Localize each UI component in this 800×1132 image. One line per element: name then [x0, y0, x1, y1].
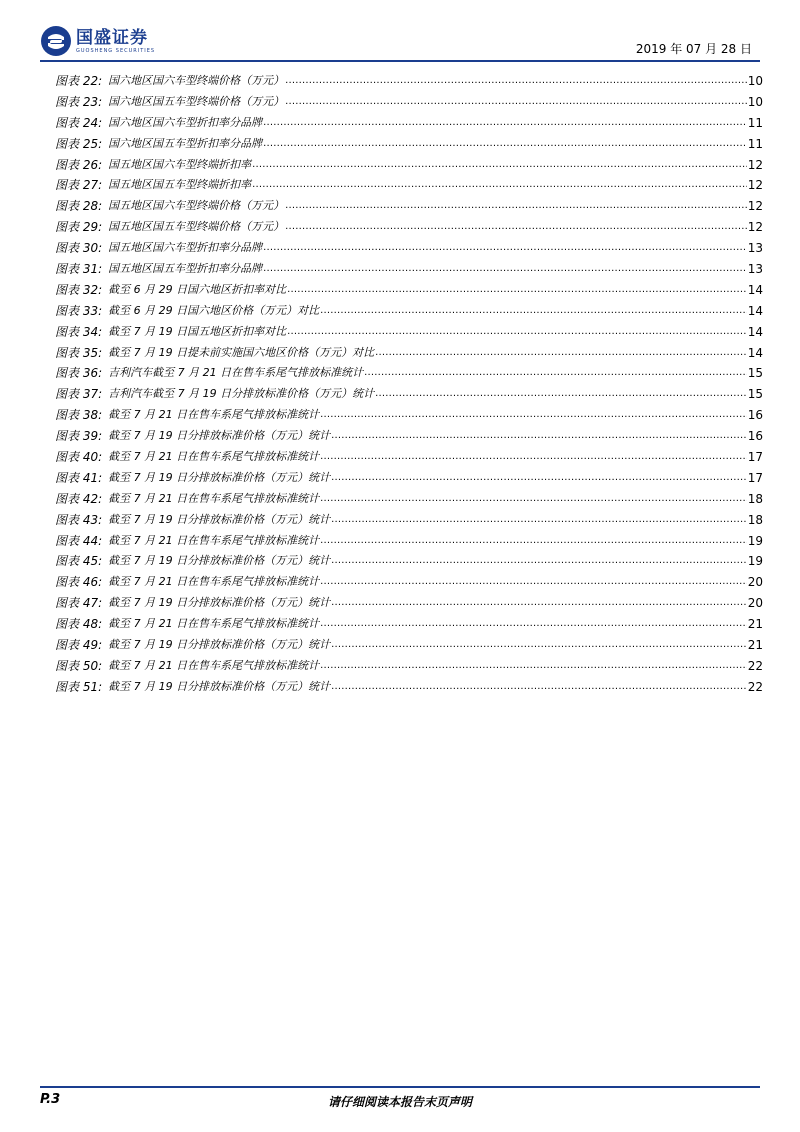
toc-entry-label: 图表 38:	[55, 408, 103, 423]
toc-entry-label: 图表 30:	[55, 241, 103, 256]
toc-leader-dots	[375, 343, 747, 364]
toc-entry-page: 11	[747, 136, 763, 151]
toc-entry-label: 图表 48:	[55, 617, 103, 632]
toc-entry-title: 国五地区国五车型终端折扣率	[108, 178, 252, 192]
toc-leader-dots	[263, 259, 747, 280]
toc-entry-page: 19	[747, 554, 763, 569]
toc-leader-dots	[331, 510, 747, 531]
toc-leader-dots	[285, 71, 747, 92]
toc-entry-title: 截至 7 月 19 日分排放标准价格（万元）统计	[108, 470, 331, 484]
toc-entry-page: 12	[747, 220, 763, 235]
toc-entry-title: 截至 6 月 29 日国六地区价格（万元）对比	[108, 303, 320, 317]
toc-leader-dots	[263, 134, 747, 155]
toc-entry-label: 图表 41:	[55, 470, 103, 485]
toc-leader-dots	[320, 614, 747, 635]
toc-leader-dots	[320, 447, 747, 468]
toc-entry-page: 12	[747, 178, 763, 193]
toc-entry-page: 22	[747, 679, 763, 694]
toc-entry[interactable]	[55, 134, 763, 155]
toc-leader-dots	[285, 217, 747, 238]
table-of-figures	[55, 71, 763, 698]
toc-entry-title: 截至 7 月 19 日分排放标准价格（万元）统计	[108, 554, 331, 568]
toc-entry-label: 图表 42:	[55, 491, 103, 506]
toc-entry-title: 截至 7 月 19 日分排放标准价格（万元）统计	[108, 429, 331, 443]
toc-entry-title: 截至 7 月 21 日在售车系尾气排放标准统计	[108, 575, 320, 589]
toc-entry-title: 国六地区国六车型折扣率分品牌	[108, 115, 263, 129]
toc-leader-dots	[331, 426, 747, 447]
toc-entry-page: 18	[747, 512, 763, 527]
toc-leader-dots	[375, 384, 747, 405]
toc-entry-label: 图表 29:	[55, 220, 103, 235]
company-logo	[40, 22, 155, 60]
toc-leader-dots	[320, 531, 747, 552]
toc-leader-dots	[320, 572, 747, 593]
toc-entry-label: 图表 22:	[55, 73, 103, 88]
toc-entry-title: 国六地区国五车型折扣率分品牌	[108, 136, 263, 150]
toc-entry-label: 图表 37:	[55, 387, 103, 402]
toc-leader-dots	[320, 489, 747, 510]
toc-entry-page: 13	[747, 262, 763, 276]
disclaimer-note: 请仔细阅读本报告末页声明	[327, 1095, 472, 1109]
toc-entry-page: 18	[747, 491, 763, 506]
toc-entry-title: 截至 7 月 19 日提未前实施国六地区价格（万元）对比	[108, 345, 375, 359]
toc-entry-title: 截至 7 月 21 日在售车系尾气排放标准统计	[108, 408, 320, 422]
toc-entry-label: 图表 35:	[55, 345, 103, 360]
toc-entry-page: 14	[747, 303, 763, 318]
toc-leader-dots	[320, 405, 747, 426]
toc-entry[interactable]	[55, 280, 763, 301]
logo-chinese-name: 国盛证券	[76, 27, 148, 48]
toc-entry[interactable]	[55, 593, 763, 614]
logo-emblem-icon	[40, 25, 72, 57]
toc-entry-title: 国六地区国六车型终端价格（万元）	[108, 73, 285, 87]
toc-entry-label: 图表 23:	[55, 94, 103, 109]
toc-entry-title: 截至 7 月 19 日分排放标准价格（万元）统计	[108, 638, 331, 652]
toc-entry-page: 21	[747, 617, 763, 632]
toc-leader-dots	[320, 656, 747, 677]
toc-entry-page: 16	[747, 429, 763, 444]
toc-entry-title: 国五地区国五车型折扣率分品牌	[108, 262, 263, 275]
page-number: P.3	[40, 1092, 61, 1107]
toc-entry[interactable]	[55, 301, 763, 322]
toc-entry-page: 14	[747, 282, 763, 297]
toc-entry-label: 图表 43:	[55, 512, 103, 527]
toc-entry-label: 图表 36:	[55, 366, 103, 381]
toc-entry[interactable]	[55, 635, 763, 656]
header-divider	[40, 60, 760, 62]
toc-entry-label: 图表 45:	[55, 554, 103, 569]
toc-entry[interactable]	[55, 363, 763, 384]
logo-english-name: GUOSHENG SECURITIES	[76, 47, 156, 54]
toc-entry-title: 国五地区国六车型终端价格（万元）	[108, 199, 285, 213]
toc-entry-title: 国五地区国六车型折扣率分品牌	[108, 241, 263, 255]
toc-leader-dots	[331, 677, 747, 698]
toc-entry-title: 截至 7 月 21 日在售车系尾气排放标准统计	[108, 533, 320, 547]
toc-leader-dots	[287, 280, 747, 301]
toc-entry-title: 国六地区国五车型终端价格（万元）	[108, 94, 285, 108]
toc-entry-label: 图表 47:	[55, 596, 103, 611]
toc-leader-dots	[263, 238, 747, 259]
toc-entry[interactable]	[55, 447, 763, 468]
toc-entry-label: 图表 34:	[55, 324, 103, 339]
toc-entry[interactable]	[55, 426, 763, 447]
toc-entry-page: 10	[747, 73, 763, 88]
toc-entry[interactable]	[55, 677, 763, 698]
report-date: 2019 年 07 月 28 日	[635, 42, 752, 56]
toc-entry-title: 国五地区国六车型终端折扣率	[108, 157, 252, 171]
toc-entry-label: 图表 40:	[55, 450, 103, 465]
toc-entry[interactable]	[55, 71, 763, 92]
toc-entry-label: 图表 31:	[55, 262, 103, 276]
toc-entry-label: 图表 46:	[55, 575, 103, 590]
toc-leader-dots	[364, 363, 747, 384]
toc-leader-dots	[287, 322, 747, 343]
toc-entry-page: 15	[747, 387, 763, 402]
toc-entry-title: 截至 7 月 21 日在售车系尾气排放标准统计	[108, 658, 320, 672]
toc-entry-page: 20	[747, 596, 763, 611]
toc-entry-label: 图表 28:	[55, 199, 103, 214]
toc-entry-page: 21	[747, 638, 763, 653]
page-header	[40, 22, 760, 60]
toc-entry-page: 12	[747, 199, 763, 214]
toc-entry-label: 图表 51:	[55, 679, 103, 694]
toc-entry-label: 图表 39:	[55, 429, 103, 444]
toc-entry-label: 图表 27:	[55, 178, 103, 193]
toc-entry-title: 截至 7 月 21 日在售车系尾气排放标准统计	[108, 617, 320, 631]
toc-entry-page: 14	[747, 345, 763, 360]
toc-leader-dots	[331, 468, 747, 489]
toc-entry-title: 截至 6 月 29 日国六地区折扣率对比	[108, 282, 287, 296]
toc-entry[interactable]	[55, 343, 763, 364]
toc-entry[interactable]	[55, 259, 763, 280]
toc-entry-title: 截至 7 月 21 日在售车系尾气排放标准统计	[108, 491, 320, 505]
toc-entry[interactable]	[55, 489, 763, 510]
toc-leader-dots	[320, 301, 747, 322]
toc-entry[interactable]	[55, 405, 763, 426]
toc-entry-label: 图表 44:	[55, 533, 103, 548]
toc-leader-dots	[331, 593, 747, 614]
toc-entry-title: 国五地区国五车型终端价格（万元）	[108, 220, 285, 234]
toc-entry[interactable]	[55, 322, 763, 343]
toc-leader-dots	[331, 551, 747, 572]
toc-entry-title: 截至 7 月 19 日国五地区折扣率对比	[108, 324, 287, 338]
toc-leader-dots	[285, 92, 747, 113]
toc-entry-label: 图表 50:	[55, 658, 103, 673]
toc-entry-page: 13	[747, 241, 763, 256]
toc-entry-title: 截至 7 月 19 日分排放标准价格（万元）统计	[108, 679, 331, 693]
toc-entry-label: 图表 33:	[55, 303, 103, 318]
toc-entry-page: 12	[747, 157, 763, 172]
toc-entry[interactable]	[55, 175, 763, 196]
toc-entry[interactable]	[55, 531, 763, 552]
toc-entry[interactable]	[55, 510, 763, 531]
toc-entry[interactable]	[55, 551, 763, 572]
toc-entry-label: 图表 32:	[55, 282, 103, 297]
toc-leader-dots	[252, 155, 747, 176]
toc-entry-title: 截至 7 月 21 日在售车系尾气排放标准统计	[108, 450, 320, 464]
toc-entry[interactable]	[55, 384, 763, 405]
toc-leader-dots	[252, 175, 747, 196]
toc-entry[interactable]	[55, 656, 763, 677]
toc-leader-dots	[331, 635, 747, 656]
toc-entry-page: 17	[747, 470, 763, 485]
toc-entry-page: 16	[747, 408, 763, 423]
toc-entry-title: 截至 7 月 19 日分排放标准价格（万元）统计	[108, 596, 331, 610]
toc-entry-page: 14	[747, 324, 763, 339]
toc-entry-page: 15	[747, 366, 763, 381]
toc-entry[interactable]	[55, 155, 763, 176]
toc-entry-page: 11	[747, 115, 763, 130]
toc-entry[interactable]	[55, 113, 763, 134]
toc-entry-page: 20	[747, 575, 763, 590]
toc-entry-title: 吉利汽车截至 7 月 21 日在售车系尾气排放标准统计	[108, 366, 364, 380]
toc-entry-label: 图表 24:	[55, 115, 103, 130]
toc-entry-label: 图表 25:	[55, 136, 103, 151]
toc-entry[interactable]	[55, 468, 763, 489]
toc-entry-label: 图表 49:	[55, 638, 103, 653]
footer-divider	[40, 1086, 760, 1088]
toc-entry-page: 22	[747, 658, 763, 673]
toc-entry[interactable]	[55, 217, 763, 238]
toc-leader-dots	[263, 113, 747, 134]
toc-entry-title: 截至 7 月 19 日分排放标准价格（万元）统计	[108, 512, 331, 526]
toc-entry[interactable]	[55, 196, 763, 217]
toc-entry-title: 吉利汽车截至 7 月 19 日分排放标准价格（万元）统计	[108, 387, 375, 401]
toc-entry-label: 图表 26:	[55, 157, 103, 172]
toc-entry-page: 10	[747, 94, 763, 109]
toc-entry[interactable]	[55, 238, 763, 259]
toc-leader-dots	[285, 196, 747, 217]
toc-entry-page: 19	[747, 533, 763, 548]
toc-entry[interactable]	[55, 92, 763, 113]
toc-entry-page: 17	[747, 450, 763, 465]
toc-entry[interactable]	[55, 614, 763, 635]
toc-entry[interactable]	[55, 572, 763, 593]
